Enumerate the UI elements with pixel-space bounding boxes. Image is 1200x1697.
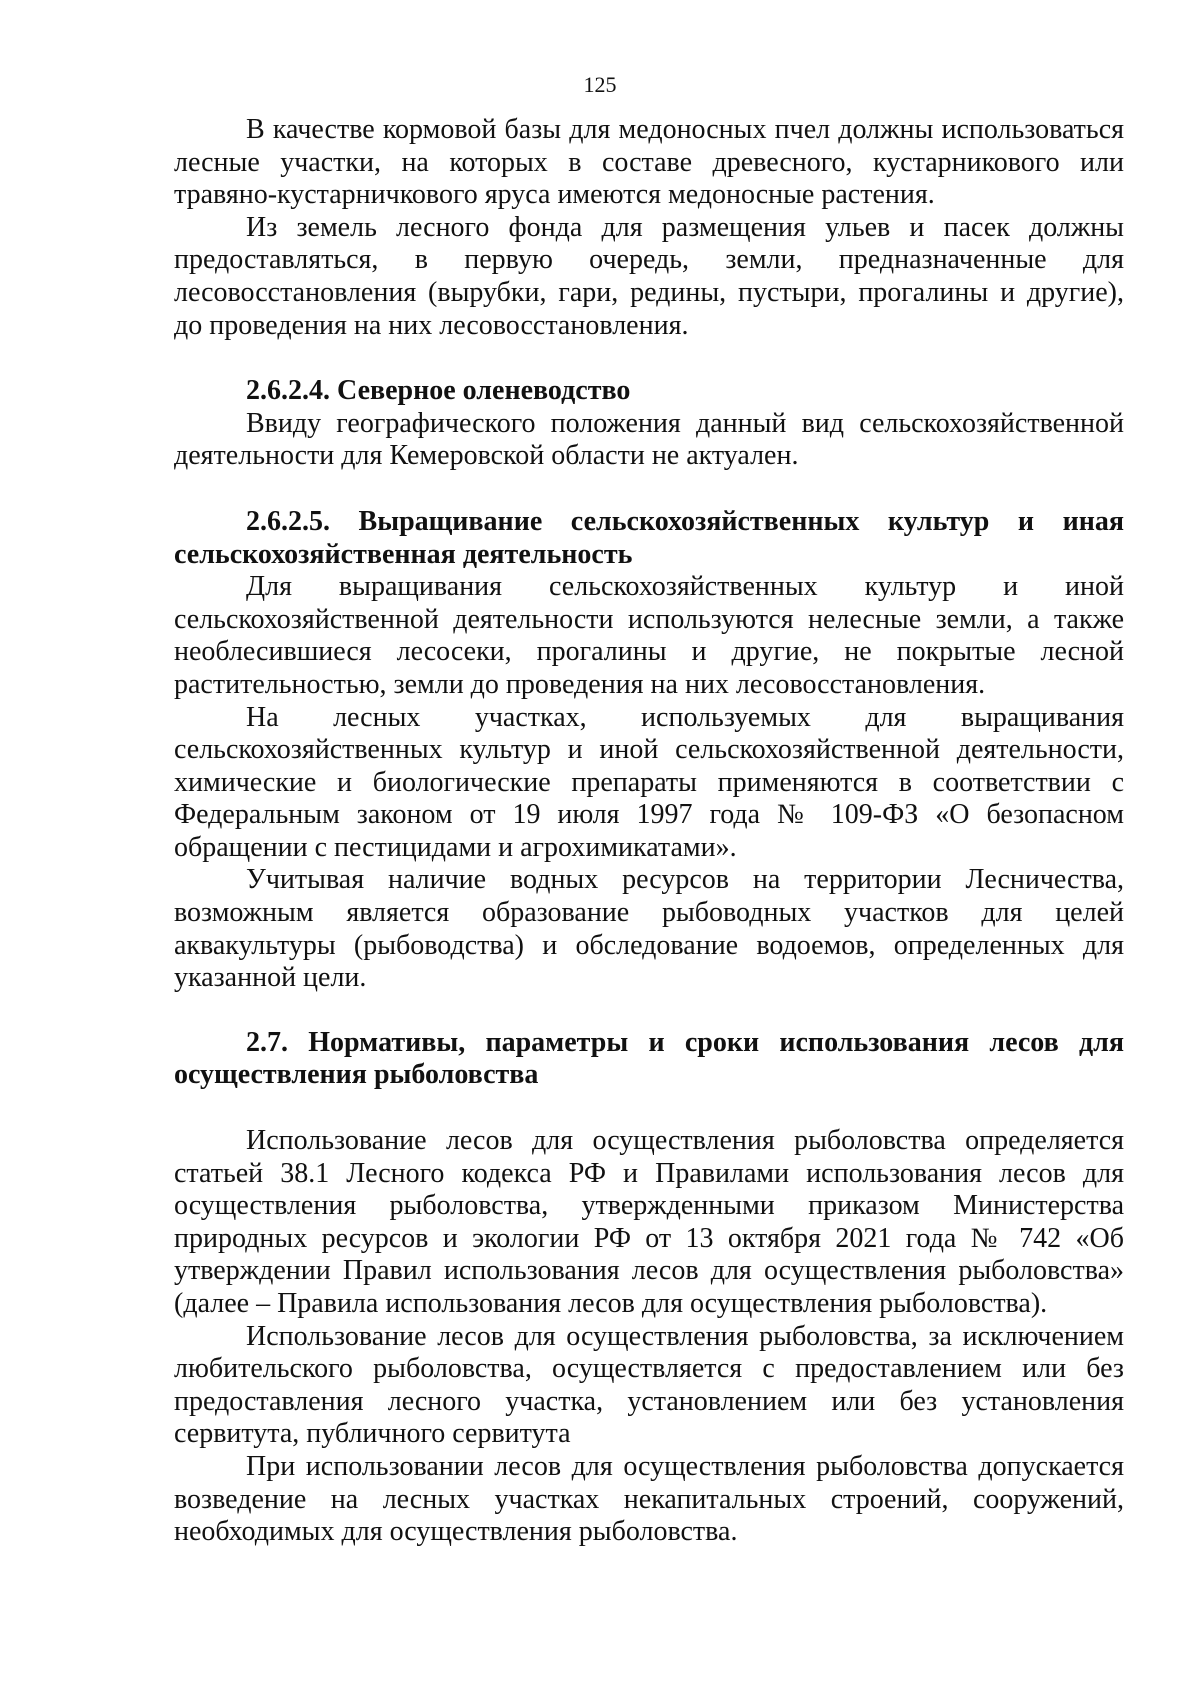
- heading-2-7: 2.7. Нормативы, параметры и сроки использования лесов для осуществления рыболовства: [174, 1026, 1124, 1091]
- paragraph-honey-bees-forage: В качестве кормовой базы для медоносных пчел должны использоваться лесные участки, на которых в составе древесного, кустарникового или травяно-кустарничкового яруса имеются медоносные растения.: [174, 114, 1124, 211]
- paragraph-hives-placement: Из земель лесного фонда для размещения ульев и пасек должны предоставляться, в первую очередь, земли, предназначенные для лесовосстановления (вырубки, гари, редины, пустыри, прогалины и другие), до проведения на них лесовосстановления.: [174, 211, 1124, 341]
- paragraph-aquaculture: Учитывая наличие водных ресурсов на территории Лесничества, возможным является образование рыбоводных участков для целей аквакультуры (рыбоводства) и обследование водоемов, определенных для указанной цели.: [174, 864, 1124, 994]
- paragraph-non-forest-lands: Для выращивания сельскохозяйственных культур и иной сельскохозяйственной деятельности используются нелесные земли, а также необлесившиеся лесосеки, прогалины и другие, не покрытые лесной растительностью, земли до проведения на них лесовосстановления.: [174, 571, 1124, 700]
- paragraph-fishing-land-use: Использование лесов для осуществления рыболовства, за исключением любительского рыболовства, осуществляется с предоставлением или без предоставления лесного участка, установлением или без установления сервитута, публичного сервитута: [174, 1320, 1124, 1450]
- paragraph-reindeer-herding: Ввиду географического положения данный вид сельскохозяйственной деятельности для Кемеровской области не актуален.: [174, 407, 1124, 472]
- paragraph-fishing-rules: Использование лесов для осуществления рыболовства определяется статьей 38.1 Лесного кодекса РФ и Правилами использования лесов для осуществления рыболовства, утвержденными приказом Министерства природных ресурсов и экологии РФ от 13 октября 2021 года № 742 «Об утверждении Правил использования лесов для осуществления рыболовства» (далее – Правила использования лесов для осуществления рыболовства).: [174, 1125, 1124, 1319]
- heading-2-6-2-4: 2.6.2.4. Северное оленеводство: [246, 375, 631, 407]
- document-body: [174, 114, 1124, 1549]
- paragraph-fishing-structures: При использовании лесов для осуществления рыболовства допускается возведение на лесных участках некапитальных строений, сооружений, необходимых для осуществления рыболовства.: [174, 1450, 1124, 1548]
- heading-2-6-2-5: 2.6.2.5. Выращивание сельскохозяйственных культур и иная сельскохозяйственная деятельность: [174, 505, 1124, 570]
- paragraph-pesticides-law: На лесных участках, используемых для выращивания сельскохозяйственных культур и иной сельскохозяйственной деятельности, химические и биологические препараты применяются в соответствии с Федеральным законом от 19 июля 1997 года № 109-ФЗ «О безопасном обращении с пестицидами и агрохимикатами».: [174, 701, 1124, 863]
- page-number: 125: [583, 72, 617, 97]
